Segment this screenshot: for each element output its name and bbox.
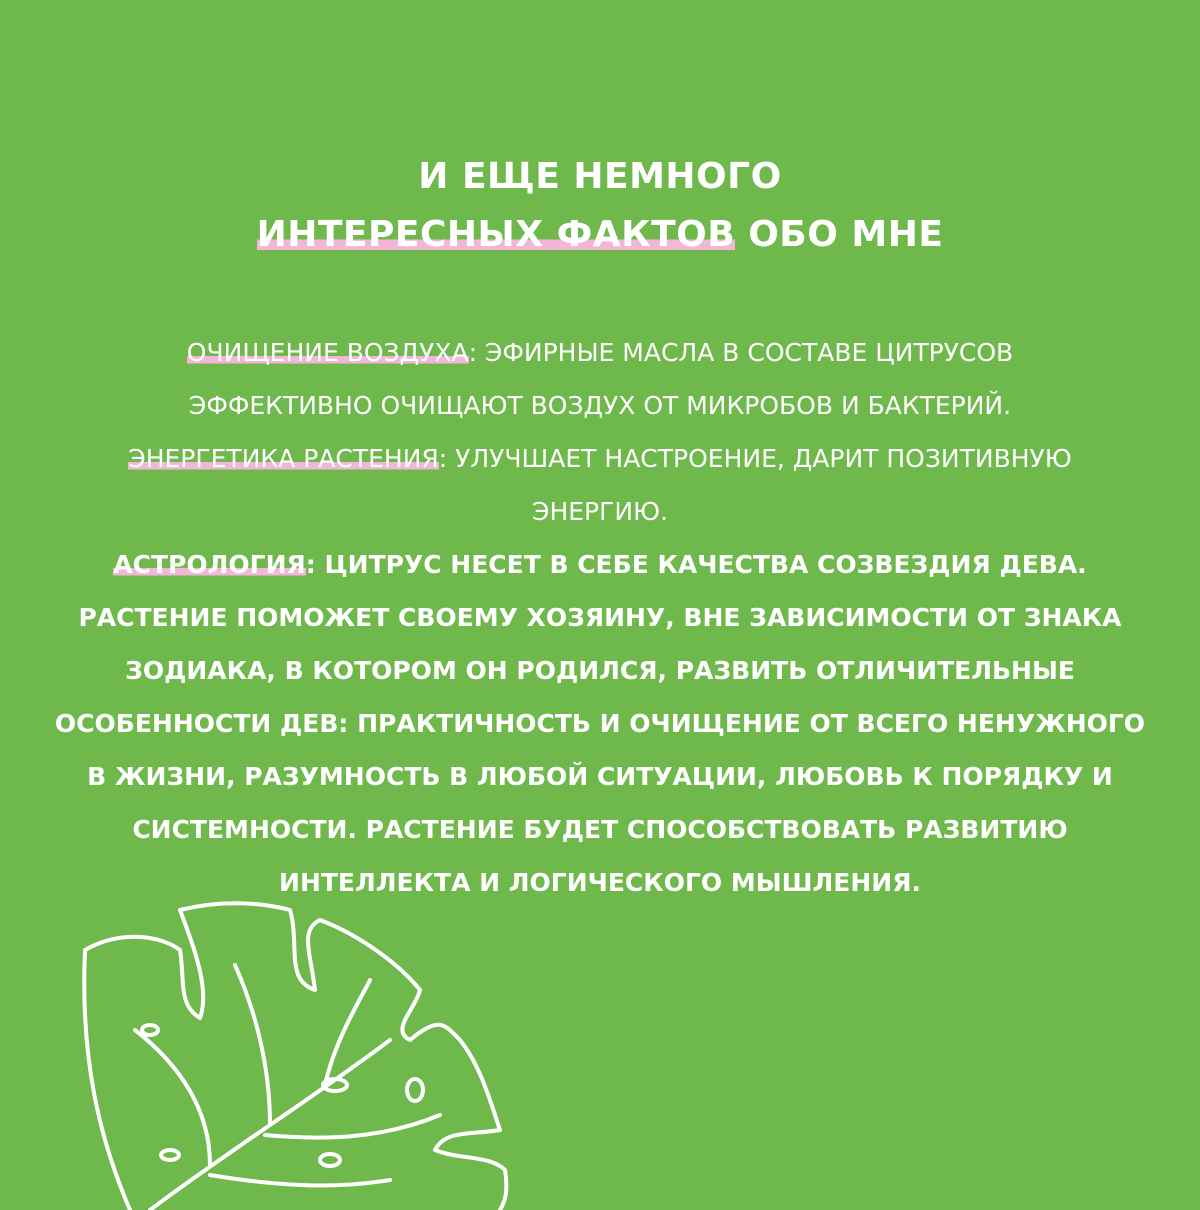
- fact-astro-line: СИСТЕМНОСТИ. РАСТЕНИЕ БУДЕТ СПОСОБСТВОВАТЬ РАЗВИТИЮ: [132, 815, 1068, 844]
- fact-energy-line-1: [40, 432, 1160, 485]
- fact-astro-line: РАСТЕНИЕ ПОМОЖЕТ СВОЕМУ ХОЗЯИНУ, ВНЕ ЗАВИСИМОСТИ ОТ ЗНАКА: [78, 603, 1122, 632]
- fact-energy-line-2: ЭНЕРГИЮ.: [531, 497, 668, 526]
- fact-air-line-1: [40, 326, 1160, 379]
- fact-astro-line-1: [40, 538, 1160, 591]
- fact-astro-line: ИНТЕЛЛЕКТА И ЛОГИЧЕСКОГО МЫШЛЕНИЯ.: [279, 868, 921, 897]
- fact-astro-label: АСТРОЛОГИЯ: [113, 550, 306, 579]
- fact-astro-line: ОСОБЕННОСТИ ДЕВ: ПРАКТИЧНОСТЬ И ОЧИЩЕНИЕ ОТ ВСЕГО НЕНУЖНОГО: [54, 709, 1146, 738]
- title-line-1: И ЕЩЕ НЕМНОГО: [418, 156, 782, 197]
- page-title: [0, 148, 1200, 264]
- title-line-2: [0, 206, 1200, 264]
- monstera-leaf-icon: [60, 890, 520, 1210]
- fact-air-text-1: : ЭФИРНЫЕ МАСЛА В СОСТАВЕ ЦИТРУСОВ: [468, 338, 1014, 367]
- fact-astro-line: ЗОДИАКА, В КОТОРОМ ОН РОДИЛСЯ, РАЗВИТЬ ОТЛИЧИТЕЛЬНЫЕ: [125, 656, 1075, 685]
- facts-text: [40, 326, 1160, 909]
- title-highlight: ИНТЕРЕСНЫХ ФАКТОВ: [256, 214, 736, 255]
- fact-air-label: ОЧИЩЕНИЕ ВОЗДУХА: [186, 338, 469, 367]
- fact-energy-text-1: : УЛУЧШАЕТ НАСТРОЕНИЕ, ДАРИТ ПОЗИТИВНУЮ: [438, 444, 1072, 473]
- title-rest: ОБО МНЕ: [735, 214, 944, 255]
- fact-air-line-2: ЭФФЕКТИВНО ОЧИЩАЮТ ВОЗДУХ ОТ МИКРОБОВ И БАКТЕРИЙ.: [188, 391, 1012, 420]
- fact-astro-line: В ЖИЗНИ, РАЗУМНОСТЬ В ЛЮБОЙ СИТУАЦИИ, ЛЮБОВЬ К ПОРЯДКУ И: [87, 762, 1113, 791]
- fact-energy-label: ЭНЕРГЕТИКА РАСТЕНИЯ: [128, 444, 439, 473]
- fact-astro-text-1: : ЦИТРУС НЕСЕТ В СЕБЕ КАЧЕСТВА СОЗВЕЗДИЯ ДЕВА.: [305, 550, 1087, 579]
